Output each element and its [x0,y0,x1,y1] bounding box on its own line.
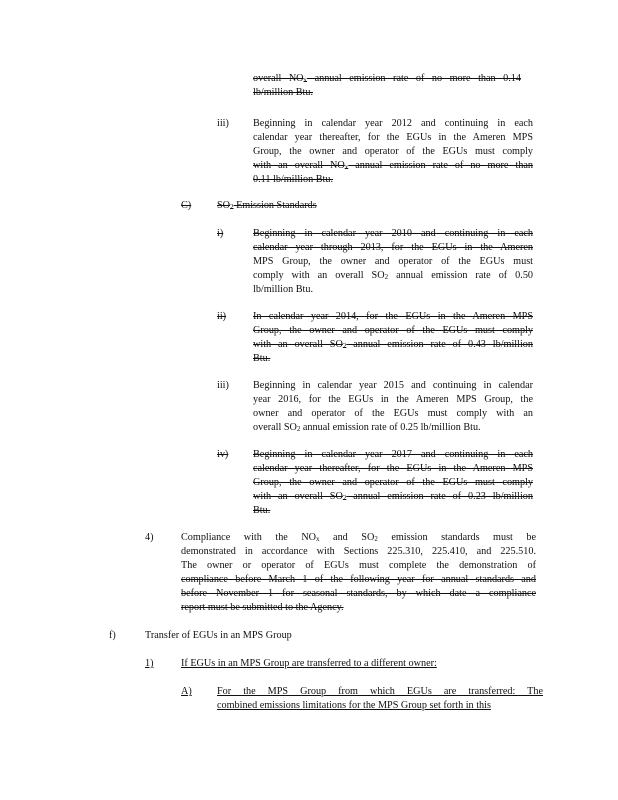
text-line: comply with an overall $SO_2$ annual emission rate of 0.50 [253,270,534,281]
text-line: lb/million Btu. [253,87,314,98]
section-label-f: f) [109,630,116,641]
paragraph-iii-nox [253,117,533,187]
text-line: combined emissions limitations for the MPS Group set forth in this [217,700,491,711]
text-line: with an overall $SO_2$ annual emission rate of 0.43 lb/million [253,339,533,350]
paragraph-iv-so2 [253,448,533,518]
text-line: Beginning in calendar year 2015 and continuing in calendar [253,380,533,391]
item-label-1: 1) [145,658,154,669]
top-continuation [253,72,521,100]
text-line: lb/million Btu. [253,284,314,295]
item-label-i: i) [217,228,224,239]
paragraph-compliance [181,531,536,615]
text-line: In calendar year 2014, for the EGUs in the Ameren MPS [253,311,533,322]
section-label-C: C) [181,200,192,211]
section-title-transfer: Transfer of EGUs in an MPS Group [145,630,292,641]
text-line: report must be submitted to the Agency. [181,602,344,613]
text-line: compliance before March 1 of the following year for annual standards and [181,574,536,585]
text-line: Beginning in calendar year 2017 and continuing in each [253,449,533,460]
paragraph-iii-so2 [253,379,533,435]
text-line: overall $NO_x$ annual emission rate of no more than 0.14 [253,73,521,84]
item-title-transferred: If EGUs in an MPS Group are transferred to a different owner: [181,658,437,669]
text-line: owner and operator of the EGUs must comply with an [253,408,533,419]
item-label-ii: ii) [217,311,227,322]
paragraph-i-so2 [253,227,533,297]
paragraph-A [217,685,543,713]
text-line: The owner or operator of EGUs must complete the demonstration of [181,560,536,571]
text-line: with an overall $NO_x$ annual emission rate of no more than [253,160,533,171]
text-line: 0.11 lb/million Btu. [253,174,333,185]
text-line: calendar year through 2013, for the EGUs in the Ameren [253,242,533,253]
text-line: Btu. [253,353,271,364]
item-label-4: 4) [145,532,154,543]
text-line: overall $SO_2$ annual emission rate of 0.25 lb/million Btu. [253,422,481,433]
text-line: Compliance with the $NO_x$ and $SO_2$ emission standards must be [181,532,536,543]
text-line: Beginning in calendar year 2012 and continuing in each [253,118,533,129]
section-title-so2: $SO_2$ Emission Standards [217,200,317,211]
text-line: before November 1 for seasonal standards, by which date a compliance [181,588,536,599]
text-line: Btu. [253,505,271,516]
text-line: Beginning in calendar year 2010 and continuing in each [253,228,533,239]
text-line: demonstrated in accordance with Sections 225.310, 225.410, and 225.510. [181,546,536,557]
text-line: For the MPS Group from which EGUs are transferred: The [217,686,543,697]
item-label-A: A) [181,686,192,697]
text-line: calendar year thereafter, for the EGUs in the Ameren MPS [253,463,533,474]
text-line: Group, the owner and operator of the EGUs must comply [253,146,533,157]
text-line: MPS Group, the owner and operator of the EGUs must [253,256,533,267]
text-line: Group, the owner and operator of the EGUs must comply [253,477,533,488]
text-line: year 2016, for the EGUs in the Ameren MPS Group, the [253,394,533,405]
text-line: calendar year thereafter, for the EGUs in the Ameren MPS [253,132,533,143]
text-line: with an overall $SO_2$ annual emission rate of 0.23 lb/million [253,491,533,502]
item-label-iii: iii) [217,118,229,129]
item-label-iv: iv) [217,449,229,460]
item-label-iii-so2: iii) [217,380,229,391]
paragraph-ii-so2 [253,310,533,366]
text-line: Group, the owner and operator of the EGUs must comply [253,325,533,336]
